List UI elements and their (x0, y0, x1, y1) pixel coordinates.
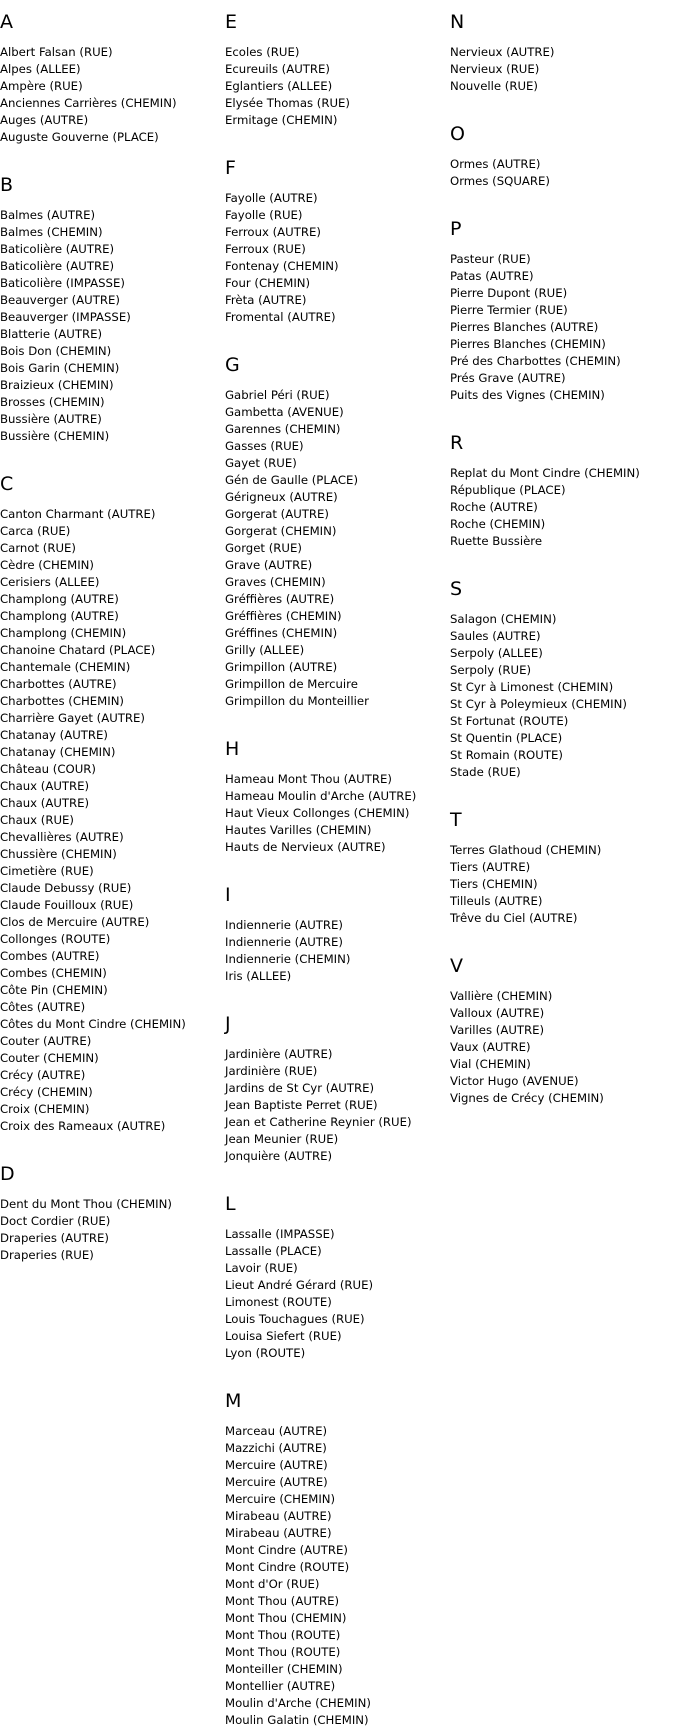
street-item: Hameau Mont Thou (AUTRE) (225, 772, 392, 786)
letter-section (225, 10, 445, 156)
street-item: Côtes (AUTRE) (0, 1000, 86, 1014)
street-item: Beauverger (IMPASSE) (0, 310, 131, 324)
street-item: St Cyr à Poleymieux (CHEMIN) (450, 697, 627, 711)
street-item: Frèta (AUTRE) (225, 293, 307, 307)
section-spacer (225, 856, 445, 883)
street-item: Tiers (AUTRE) (450, 860, 531, 874)
street-item: Lavoir (RUE) (225, 1261, 298, 1275)
section-spacer (225, 1165, 445, 1192)
street-item: Haut Vieux Collonges (CHEMIN) (225, 806, 410, 820)
section-spacer (450, 95, 670, 122)
street-item: Côte Pin (CHEMIN) (0, 983, 108, 997)
street-item: Chanoine Chatard (PLACE) (0, 643, 156, 657)
section-spacer (225, 129, 445, 156)
section-spacer (450, 550, 670, 577)
street-item: Château (COUR) (0, 762, 96, 776)
letter-heading: R (450, 432, 464, 454)
street-item: Elysée Thomas (RUE) (225, 96, 350, 110)
street-item: Beauverger (AUTRE) (0, 293, 120, 307)
street-item: Gayet (RUE) (225, 456, 297, 470)
letter-heading: E (225, 11, 238, 33)
street-item: Pré des Charbottes (CHEMIN) (450, 354, 621, 368)
street-item: Stade (RUE) (450, 765, 521, 779)
street-item: Hameau Moulin d'Arche (AUTRE) (225, 789, 417, 803)
street-item: Fayolle (AUTRE) (225, 191, 318, 205)
street-item: Roche (CHEMIN) (450, 517, 546, 531)
street-item: Pierres Blanches (AUTRE) (450, 320, 599, 334)
street-item: St Romain (ROUTE) (450, 748, 563, 762)
letter-heading: O (450, 123, 465, 145)
street-item: Eglantiers (ALLEE) (225, 79, 333, 93)
street-item: Serpoly (ALLEE) (450, 646, 543, 660)
street-item: Baticolière (AUTRE) (0, 242, 115, 256)
letter-heading: S (450, 578, 463, 600)
street-list (0, 1196, 220, 1264)
street-item: Cimetière (RUE) (0, 864, 94, 878)
street-item: Ferroux (RUE) (225, 242, 306, 256)
street-item: Nervieux (RUE) (450, 62, 540, 76)
street-item: Croix (CHEMIN) (0, 1102, 90, 1116)
street-item: Gambetta (AVENUE) (225, 405, 344, 419)
section-spacer (450, 781, 670, 808)
street-item: Canton Charmant (AUTRE) (0, 507, 156, 521)
street-item: Crécy (AUTRE) (0, 1068, 86, 1082)
street-item: Charrière Gayet (AUTRE) (0, 711, 145, 725)
letter-section (225, 1192, 445, 1389)
street-item: Lieut André Gérard (RUE) (225, 1278, 374, 1292)
street-list (450, 842, 670, 927)
letter-heading: B (0, 174, 14, 196)
street-item: Hautes Varilles (CHEMIN) (225, 823, 372, 837)
street-item: Draperies (RUE) (0, 1248, 94, 1262)
street-item: Tilleuls (AUTRE) (450, 894, 543, 908)
letter-heading: F (225, 157, 236, 179)
letter-section (450, 431, 670, 577)
street-item: Gréffières (CHEMIN) (225, 609, 342, 623)
street-list (0, 506, 220, 1135)
street-item: Anciennes Carrières (CHEMIN) (0, 96, 177, 110)
street-list (450, 988, 670, 1107)
street-item: Puits des Vignes (CHEMIN) (450, 388, 605, 402)
street-item: Garennes (CHEMIN) (225, 422, 341, 436)
street-item: Bois Don (CHEMIN) (0, 344, 112, 358)
street-item: Replat du Mont Cindre (CHEMIN) (450, 466, 640, 480)
letter-heading: L (225, 1193, 236, 1215)
street-item: Jean Baptiste Perret (RUE) (225, 1098, 378, 1112)
street-item: Mont d'Or (RUE) (225, 1577, 320, 1591)
street-list (0, 207, 220, 445)
letter-section (450, 217, 670, 431)
street-item: Claude Debussy (RUE) (0, 881, 132, 895)
street-item: Prés Grave (AUTRE) (450, 371, 566, 385)
street-item: Vignes de Crécy (CHEMIN) (450, 1091, 604, 1105)
street-item: Côtes du Mont Cindre (CHEMIN) (0, 1017, 186, 1031)
street-item: Jardins de St Cyr (AUTRE) (225, 1081, 375, 1095)
street-item: Mirabeau (AUTRE) (225, 1526, 332, 1540)
street-item: Blatterie (AUTRE) (0, 327, 103, 341)
street-item: Roche (AUTRE) (450, 500, 538, 514)
street-item: Couter (AUTRE) (0, 1034, 92, 1048)
street-list (225, 387, 445, 710)
street-item: Cerisiers (ALLEE) (0, 575, 100, 589)
street-item: St Quentin (PLACE) (450, 731, 563, 745)
street-list (450, 156, 670, 190)
street-item: Monteiller (CHEMIN) (225, 1662, 343, 1676)
letter-section (225, 737, 445, 883)
street-item: Iris (ALLEE) (225, 969, 292, 983)
street-item: Bois Garin (CHEMIN) (0, 361, 120, 375)
street-item: Pierre Dupont (RUE) (450, 286, 568, 300)
street-list (225, 1423, 445, 1729)
street-item: Croix des Rameaux (AUTRE) (0, 1119, 166, 1133)
letter-heading: A (0, 11, 13, 33)
street-item: Draperies (AUTRE) (0, 1231, 109, 1245)
street-item: Gorgerat (CHEMIN) (225, 524, 337, 538)
street-item: Gréffines (CHEMIN) (225, 626, 338, 640)
street-item: Vaux (AUTRE) (450, 1040, 531, 1054)
street-item: Indiennerie (AUTRE) (225, 935, 343, 949)
street-item: Jean et Catherine Reynier (RUE) (225, 1115, 412, 1129)
street-item: St Cyr à Limonest (CHEMIN) (450, 680, 614, 694)
street-item: Mont Thou (CHEMIN) (225, 1611, 347, 1625)
street-item: Mont Thou (ROUTE) (225, 1628, 341, 1642)
street-item: Jardinière (RUE) (225, 1064, 318, 1078)
street-item: Mercuire (AUTRE) (225, 1458, 328, 1472)
street-list (225, 771, 445, 856)
street-item: Mercuire (AUTRE) (225, 1475, 328, 1489)
letter-heading: T (450, 809, 462, 831)
street-item: Patas (AUTRE) (450, 269, 534, 283)
street-item: Claude Fouilloux (RUE) (0, 898, 134, 912)
letter-heading: P (450, 218, 462, 240)
street-item: Carca (RUE) (0, 524, 71, 538)
street-item: Gorget (RUE) (225, 541, 302, 555)
street-item: Ruette Bussière (450, 534, 543, 548)
street-item: Chaux (RUE) (0, 813, 74, 827)
index-column-2 (225, 10, 445, 1729)
street-item: Grilly (ALLEE) (225, 643, 305, 657)
letter-section (0, 472, 220, 1162)
street-item: Ormes (SQUARE) (450, 174, 550, 188)
street-item: Graves (CHEMIN) (225, 575, 326, 589)
letter-heading: I (225, 884, 231, 906)
letter-section (450, 10, 670, 122)
index-column-3 (450, 10, 670, 1107)
section-spacer (225, 710, 445, 737)
letter-section (225, 353, 445, 737)
street-item: Chaux (AUTRE) (0, 779, 90, 793)
street-item: Bussière (CHEMIN) (0, 429, 110, 443)
street-item: Ormes (AUTRE) (450, 157, 541, 171)
street-item: Baticolière (AUTRE) (0, 259, 115, 273)
street-item: Gréffières (AUTRE) (225, 592, 335, 606)
street-item: Trêve du Ciel (AUTRE) (450, 911, 578, 925)
section-spacer (450, 927, 670, 954)
letter-heading: C (0, 473, 14, 495)
section-spacer (225, 326, 445, 353)
street-item: Chatanay (AUTRE) (0, 728, 108, 742)
street-list (225, 44, 445, 129)
street-item: Charbottes (AUTRE) (0, 677, 117, 691)
street-item: Jean Meunier (RUE) (225, 1132, 339, 1146)
street-item: Chaux (AUTRE) (0, 796, 90, 810)
street-item: Chevallières (AUTRE) (0, 830, 124, 844)
street-item: Lyon (ROUTE) (225, 1346, 306, 1360)
street-item: Champlong (AUTRE) (0, 592, 119, 606)
street-item: Combes (CHEMIN) (0, 966, 107, 980)
street-item: Serpoly (RUE) (450, 663, 532, 677)
letter-heading: J (225, 1013, 231, 1035)
street-item: Balmes (CHEMIN) (0, 225, 103, 239)
letter-section (0, 1162, 220, 1264)
street-item: Ermitage (CHEMIN) (225, 113, 338, 127)
street-item: Gorgerat (AUTRE) (225, 507, 329, 521)
street-item: Grave (AUTRE) (225, 558, 313, 572)
street-list (225, 1046, 445, 1165)
section-spacer (225, 985, 445, 1012)
street-item: Combes (AUTRE) (0, 949, 100, 963)
street-item: Gérigneux (AUTRE) (225, 490, 338, 504)
street-item: Crécy (CHEMIN) (0, 1085, 93, 1099)
street-item: Braizieux (CHEMIN) (0, 378, 114, 392)
street-item: Mont Thou (AUTRE) (225, 1594, 340, 1608)
street-item: Baticolière (IMPASSE) (0, 276, 125, 290)
street-item: Ampère (RUE) (0, 79, 83, 93)
street-item: Fayolle (RUE) (225, 208, 303, 222)
street-item: Grimpillon de Mercuire (225, 677, 358, 691)
street-item: Chatanay (CHEMIN) (0, 745, 116, 759)
street-item: Valloux (AUTRE) (450, 1006, 545, 1020)
street-list (225, 190, 445, 326)
street-list (225, 917, 445, 985)
street-item: Ferroux (AUTRE) (225, 225, 321, 239)
street-item: Chussière (CHEMIN) (0, 847, 117, 861)
street-list (450, 44, 670, 95)
street-item: Vial (CHEMIN) (450, 1057, 531, 1071)
section-spacer (0, 1135, 220, 1162)
street-item: Jardinière (AUTRE) (225, 1047, 333, 1061)
letter-section (0, 173, 220, 472)
street-item: Auges (AUTRE) (0, 113, 89, 127)
street-item: Four (CHEMIN) (225, 276, 311, 290)
street-list (225, 1226, 445, 1362)
street-item: Varilles (AUTRE) (450, 1023, 545, 1037)
letter-section (0, 10, 220, 173)
index-column-1 (0, 10, 220, 1264)
street-item: Champlong (AUTRE) (0, 609, 119, 623)
street-item: Lassalle (PLACE) (225, 1244, 322, 1258)
street-item: Mazzichi (AUTRE) (225, 1441, 327, 1455)
street-item: Couter (CHEMIN) (0, 1051, 99, 1065)
street-item: Brosses (CHEMIN) (0, 395, 105, 409)
street-item: Terres Glathoud (CHEMIN) (450, 843, 602, 857)
street-item: Moulin d'Arche (CHEMIN) (225, 1696, 371, 1710)
street-item: Fromental (AUTRE) (225, 310, 336, 324)
street-item: Jonquière (AUTRE) (225, 1149, 333, 1163)
street-list (450, 465, 670, 550)
street-item: Saules (AUTRE) (450, 629, 541, 643)
street-item: Gasses (RUE) (225, 439, 304, 453)
letter-heading: V (450, 955, 463, 977)
street-item: République (PLACE) (450, 483, 566, 497)
street-list (450, 251, 670, 404)
street-item: Moulin Galatin (CHEMIN) (225, 1713, 369, 1727)
street-item: Alpes (ALLEE) (0, 62, 81, 76)
letter-section (450, 808, 670, 954)
street-item: Mont Thou (ROUTE) (225, 1645, 341, 1659)
street-item: Mirabeau (AUTRE) (225, 1509, 332, 1523)
street-item: Ecureuils (AUTRE) (225, 62, 330, 76)
street-item: Indiennerie (CHEMIN) (225, 952, 351, 966)
letter-section (450, 954, 670, 1107)
letter-heading: D (0, 1163, 15, 1185)
street-item: Louisa Siefert (RUE) (225, 1329, 342, 1343)
street-item: Nervieux (AUTRE) (450, 45, 555, 59)
letter-heading: M (225, 1390, 242, 1412)
section-spacer (0, 146, 220, 173)
street-item: Gabriel Péri (RUE) (225, 388, 330, 402)
street-list (0, 44, 220, 146)
street-item: Louis Touchagues (RUE) (225, 1312, 365, 1326)
street-item: Pierres Blanches (CHEMIN) (450, 337, 606, 351)
street-item: Chantemale (CHEMIN) (0, 660, 131, 674)
street-item: Charbottes (CHEMIN) (0, 694, 124, 708)
street-item: Pierre Termier (RUE) (450, 303, 568, 317)
section-spacer (450, 190, 670, 217)
street-item: Indiennerie (AUTRE) (225, 918, 343, 932)
section-spacer (0, 445, 220, 472)
street-item: Carnot (RUE) (0, 541, 76, 555)
section-spacer (225, 1362, 445, 1389)
street-item: Nouvelle (RUE) (450, 79, 538, 93)
letter-heading: H (225, 738, 240, 760)
street-item: Bussière (AUTRE) (0, 412, 102, 426)
street-item: Lassalle (IMPASSE) (225, 1227, 335, 1241)
street-item: Mont Cindre (ROUTE) (225, 1560, 350, 1574)
street-item: Marceau (AUTRE) (225, 1424, 328, 1438)
street-item: Grimpillon (AUTRE) (225, 660, 338, 674)
street-item: Victor Hugo (AVENUE) (450, 1074, 579, 1088)
letter-heading: N (450, 11, 465, 33)
street-item: Ecoles (RUE) (225, 45, 300, 59)
letter-section (225, 883, 445, 1012)
street-item: Doct Cordier (RUE) (0, 1214, 111, 1228)
letter-section (225, 156, 445, 353)
letter-section (450, 122, 670, 217)
letter-heading: G (225, 354, 240, 376)
street-list (450, 611, 670, 781)
section-spacer (450, 404, 670, 431)
letter-section (450, 577, 670, 808)
street-item: Hauts de Nervieux (AUTRE) (225, 840, 386, 854)
street-item: Clos de Mercuire (AUTRE) (0, 915, 150, 929)
street-item: Cèdre (CHEMIN) (0, 558, 94, 572)
letter-section (225, 1012, 445, 1192)
street-item: Collonges (ROUTE) (0, 932, 111, 946)
street-item: Fontenay (CHEMIN) (225, 259, 339, 273)
street-item: Gén de Gaulle (PLACE) (225, 473, 359, 487)
street-item: Limonest (ROUTE) (225, 1295, 332, 1309)
street-item: Pasteur (RUE) (450, 252, 531, 266)
street-item: St Fortunat (ROUTE) (450, 714, 569, 728)
letter-section (225, 1389, 445, 1729)
street-item: Mont Cindre (AUTRE) (225, 1543, 348, 1557)
street-item: Auguste Gouverne (PLACE) (0, 130, 159, 144)
street-item: Tiers (CHEMIN) (450, 877, 538, 891)
street-item: Dent du Mont Thou (CHEMIN) (0, 1197, 172, 1211)
street-item: Mercuire (CHEMIN) (225, 1492, 336, 1506)
street-item: Balmes (AUTRE) (0, 208, 96, 222)
street-item: Grimpillon du Monteillier (225, 694, 369, 708)
street-item: Albert Falsan (RUE) (0, 45, 113, 59)
street-item: Montellier (AUTRE) (225, 1679, 336, 1693)
street-item: Vallière (CHEMIN) (450, 989, 553, 1003)
street-item: Salagon (CHEMIN) (450, 612, 557, 626)
street-item: Champlong (CHEMIN) (0, 626, 127, 640)
